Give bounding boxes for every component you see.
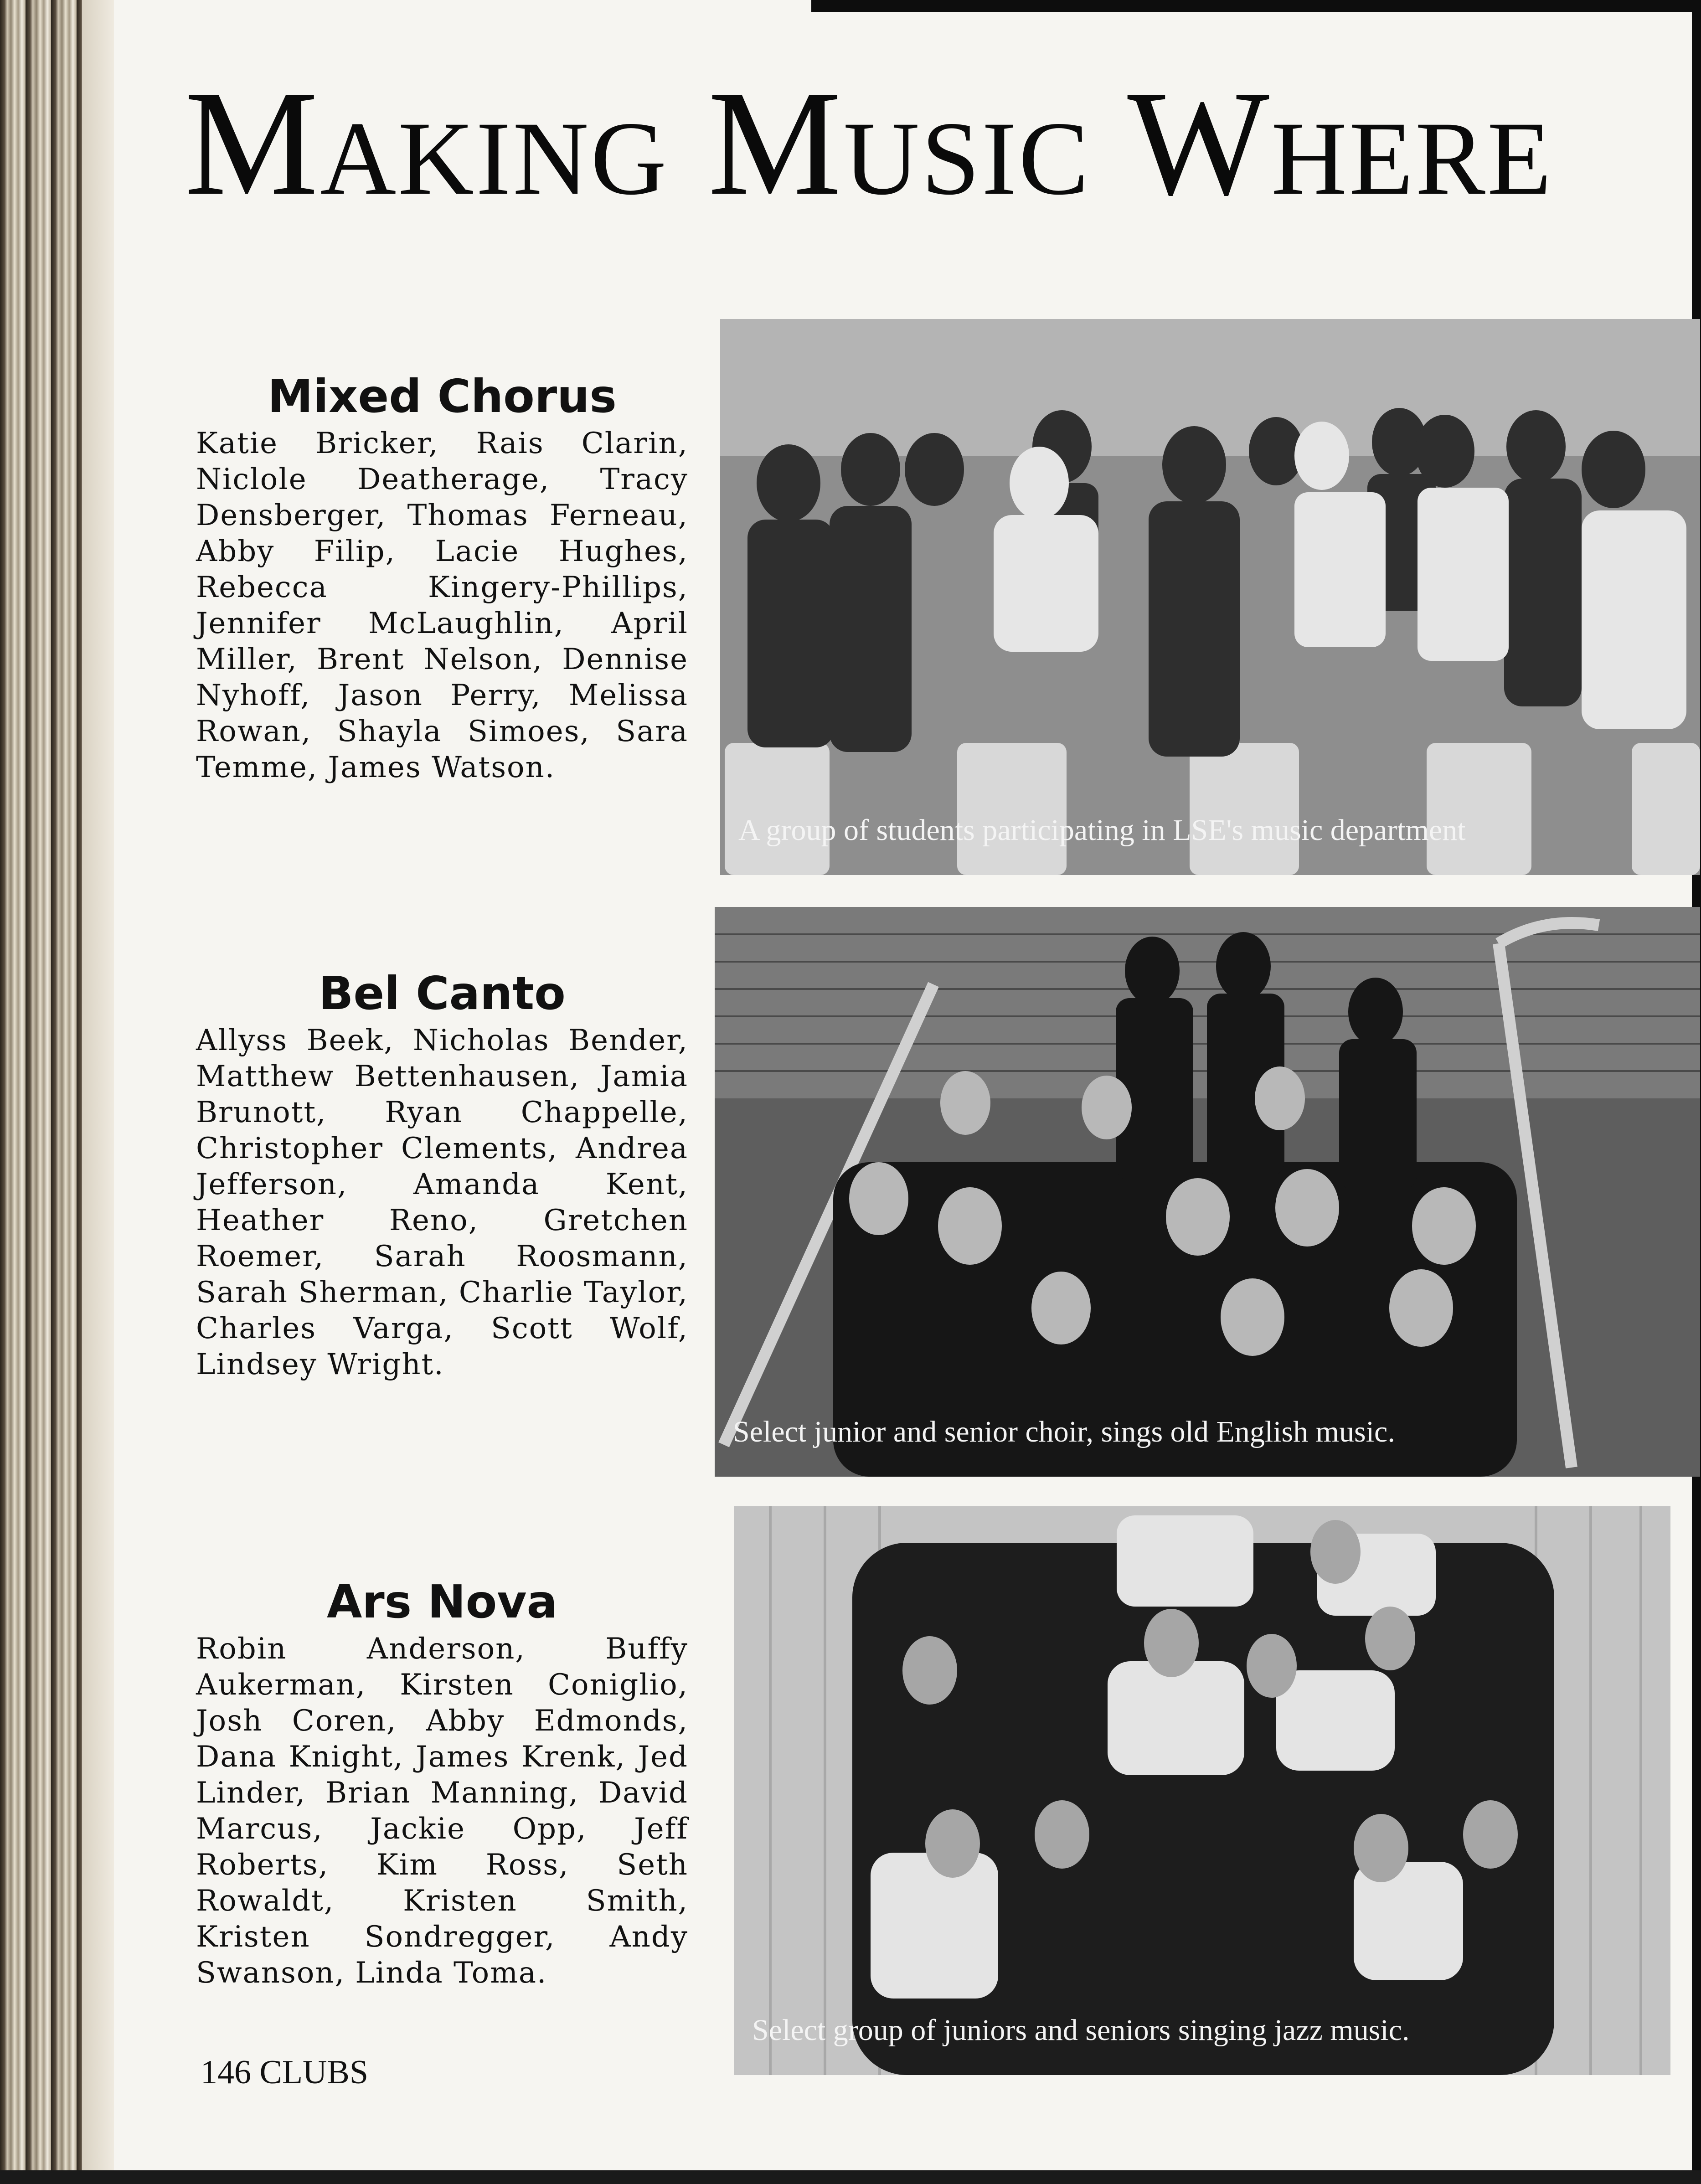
member-list: Katie Bricker, Rais Clarin, Niclole Deatherage, Tracy Densberger, Thomas Ferneau, Abby Filip, Lacie Hughes, Rebecca Kingery-Phillips, Jennifer McLaughlin, April Miller, Brent Nelson, Dennise Nyhoff, Jason Perry, Melissa Rowan, Shayla Simoes, Sara Temme, James Watson.	[196, 427, 688, 784]
section-ars-nova	[196, 1575, 688, 1991]
section-title: Mixed Chorus	[268, 370, 617, 423]
group-photo-illustration	[715, 907, 1700, 1477]
page-number: 146 CLUBS	[201, 2054, 369, 2091]
section-title: Bel Canto	[319, 967, 566, 1020]
group-photo-illustration	[734, 1506, 1670, 2075]
photo-ars-nova	[734, 1506, 1670, 2075]
photo-caption: Select junior and senior choir, sings old English music.	[733, 1415, 1395, 1448]
section-bel-canto	[196, 966, 688, 1383]
section-mixed-chorus	[196, 369, 688, 786]
member-list: Robin Anderson, Buffy Aukerman, Kirsten Coniglio, Josh Coren, Abby Edmonds, Dana Knight, James Krenk, Jed Linder, Brian Manning, David Marcus, Jackie Opp, Jeff Roberts, Kim Ross, Seth Rowaldt, Kristen Smith, Kristen Sondregger, Andy Swanson, Linda Toma.	[196, 1632, 688, 1990]
photo-caption: A group of students participating in LSE's music department	[738, 814, 1466, 847]
page-headline: Making Music Where	[185, 60, 1553, 227]
group-photo-illustration	[720, 319, 1700, 875]
photo-mixed-chorus	[720, 319, 1700, 875]
photo-caption: Select group of juniors and seniors singing jazz music.	[752, 2014, 1410, 2047]
photo-bel-canto	[715, 907, 1700, 1477]
section-title: Ars Nova	[326, 1575, 558, 1628]
member-list: Allyss Beek, Nicholas Bender, Matthew Bettenhausen, Jamia Brunott, Ryan Chappelle, Christopher Clements, Andrea Jefferson, Amanda Kent, Heather Reno, Gretchen Roemer, Sarah Roosmann, Sarah Sherman, Charlie Taylor, Charles Varga, Scott Wolf, Lindsey Wright.	[196, 1024, 688, 1381]
page-gutter	[82, 0, 114, 2184]
scan-edge-top	[811, 0, 1701, 12]
scan-edge-bottom	[0, 2170, 1701, 2184]
